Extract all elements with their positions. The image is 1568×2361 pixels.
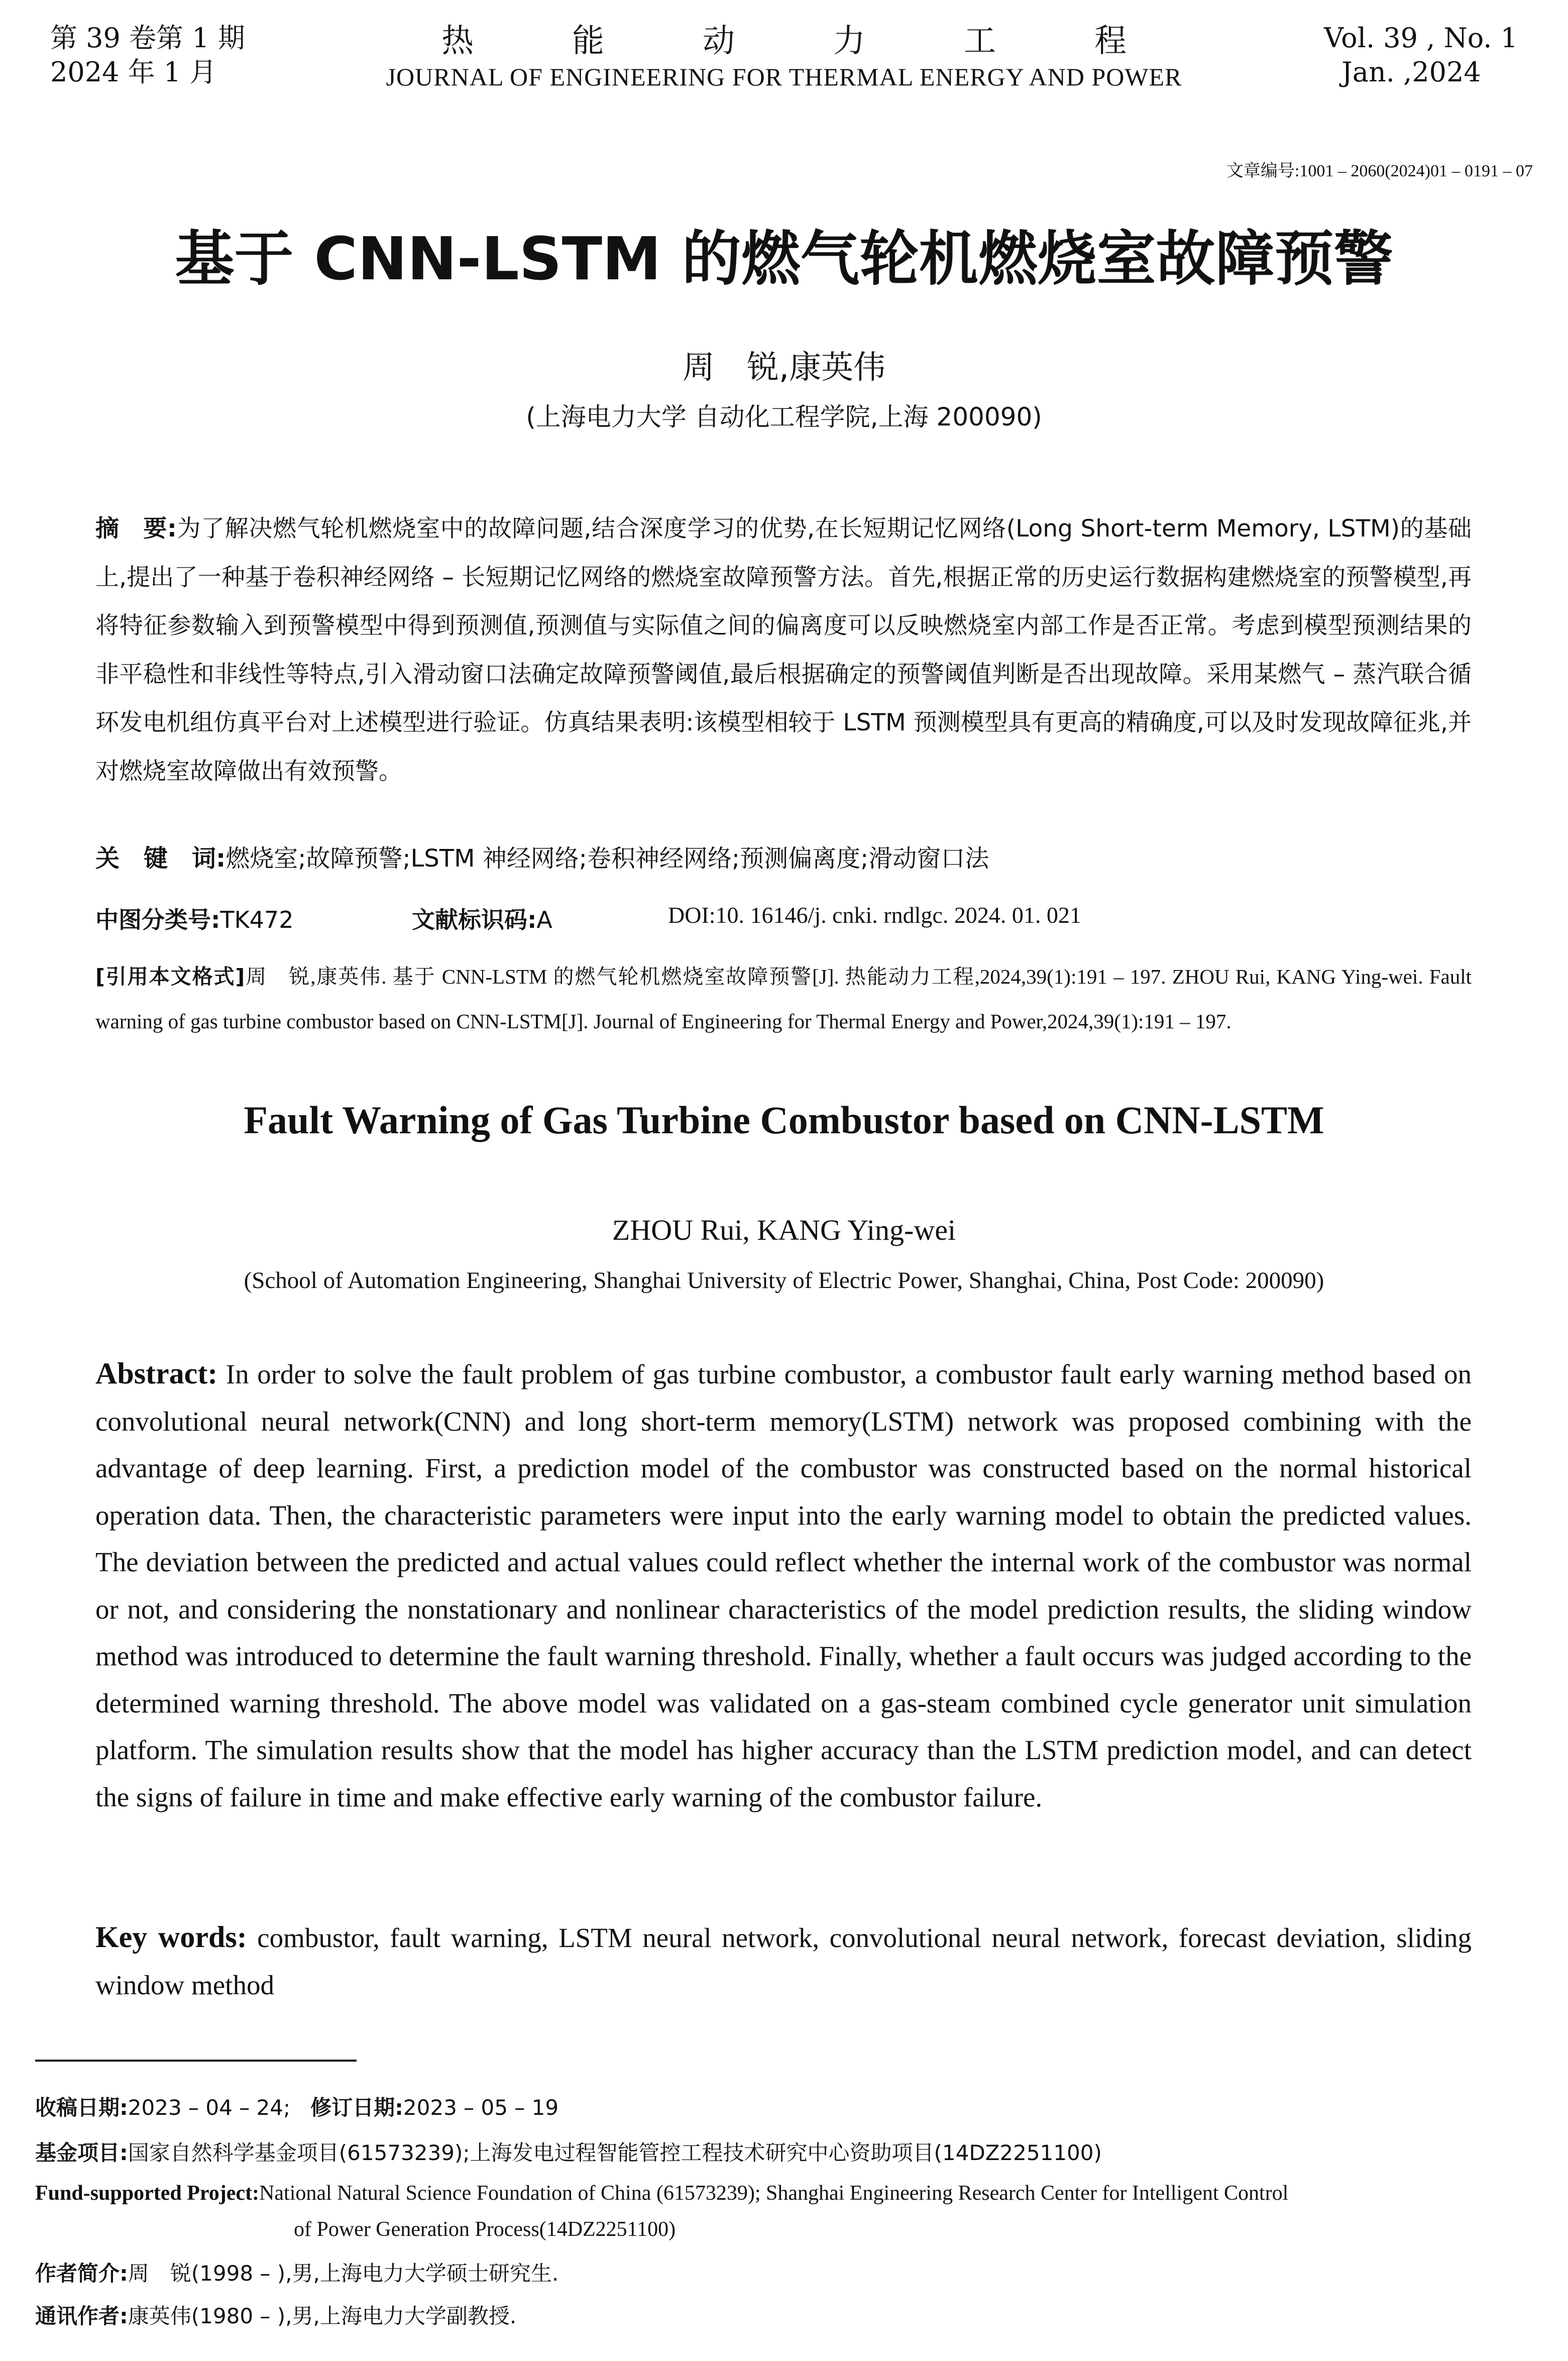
footnote-fund-cn	[35, 2135, 1527, 2171]
received-label: 收稿日期:	[35, 2095, 128, 2120]
keywords-cn-label: 关 键 词:	[95, 844, 226, 873]
author-label: 作者简介:	[35, 2261, 128, 2286]
keywords-cn-text: 燃烧室;故障预警;LSTM 神经网络;卷积神经网络;预测偏离度;滑动窗口法	[226, 844, 989, 873]
title-cn: 基于 CNN-LSTM 的燃气轮机燃烧室故障预警	[175, 224, 1393, 293]
header-date-cn: 2024 年 1 月	[50, 56, 217, 88]
keywords-en-label: Key words:	[95, 1920, 247, 1954]
footnote-corresponding	[35, 2298, 1527, 2334]
abstract-en-text: In order to solve the fault problem of gas turbine combustor, a combustor fault early warning method based on convolutional neural network(CNN) and long short-term memory(LSTM) network was proposed combining with the advantage of deep learning. First, a prediction model of the combustor was constructed based on the normal historical operation data. Then, the characteristic parameters were input into the early warning model to obtain the predicted values. The deviation between the predicted and actual values could reflect whether the internal work of the combustor was normal or not, and considering the nonstationary and nonlinear characteristics of the model prediction results, the sliding window method was introduced to determine the fault warning threshold. Finally, whether a fault occurs was judged according to the determined warning threshold. The above model was validated on a gas-steam combined cycle generator unit simulation platform. The simulation results show that the model has higher accuracy than the LSTM prediction model, and can detect the signs of failure in time and make effective early warning of the combustor failure.	[95, 1359, 1472, 1812]
clc-field	[95, 902, 293, 935]
header-journal-cn: 热能动力工程	[441, 23, 1225, 60]
authors-cn: 周 锐,康英伟	[682, 349, 886, 386]
title-en: Fault Warning of Gas Turbine Combustor based on CNN-LSTM	[244, 1098, 1324, 1142]
affiliation-cn: (上海电力大学 自动化工程学院,上海 200090)	[526, 402, 1042, 432]
doc-code-label: 文献标识码:	[412, 906, 537, 933]
abstract-cn	[95, 505, 1472, 796]
keywords-cn	[95, 839, 989, 874]
header-issue-cn: 第 39 卷第 1 期	[50, 22, 245, 54]
article-number: 文章编号:1001 – 2060(2024)01 – 0191 – 07	[1226, 162, 1533, 180]
authors-en: ZHOU Rui, KANG Ying-wei	[612, 1214, 956, 1246]
keywords-en	[95, 1914, 1472, 2008]
affiliation-en: (School of Automation Engineering, Shanghai University of Electric Power, Shanghai, China, Post Code: 200090)	[244, 1267, 1324, 1294]
revised-label: 修订日期:	[310, 2095, 403, 2120]
fund-en-value-1: National Natural Science Foundation of China (61573239); Shanghai Engineering Research Center for Intelligent Control	[259, 2182, 1289, 2205]
citation-text: 周 锐,康英伟. 基于 CNN-LSTM 的燃气轮机燃烧室故障预警[J]. 热能动力工程,2024,39(1):191 – 197. ZHOU Rui, KANG Ying-wei. Fault warning of gas turbine combustor based on CNN-LSTM[J]. Journal of Engineering for Thermal Energy and Power,2024,39(1):191 – 197.	[95, 965, 1472, 1033]
footnote-author	[35, 2256, 1527, 2292]
author-value: 周 锐(1998 – ),男,上海电力大学硕士研究生.	[128, 2261, 559, 2286]
corr-value: 康英伟(1980 – ),男,上海电力大学副教授.	[128, 2304, 517, 2328]
fund-en-label: Fund-supported Project:	[35, 2182, 260, 2205]
header-journal-en: JOURNAL OF ENGINEERING FOR THERMAL ENERGY AND POWER	[386, 63, 1182, 91]
header-date-en: Jan. ,2024	[1341, 56, 1481, 88]
header-vol-en: Vol. 39 , No. 1	[1324, 22, 1518, 54]
revised-value: 2023 – 05 – 19	[403, 2095, 559, 2120]
doi-label: DOI:	[668, 902, 716, 928]
footnote-divider	[35, 2060, 357, 2062]
doi-field	[668, 902, 1081, 928]
fund-cn-value: 国家自然科学基金项目(61573239);上海发电过程智能管控工程技术研究中心资助项目(14DZ2251100)	[128, 2140, 1102, 2165]
footnote-fund-en	[35, 2175, 1527, 2247]
corr-label: 通讯作者:	[35, 2304, 128, 2328]
keywords-en-text: combustor, fault warning, LSTM neural network, convolutional neural network, forecast deviation, sliding window method	[95, 1922, 1472, 2000]
received-value: 2023 – 04 – 24;	[128, 2095, 291, 2120]
abstract-cn-text: 为了解决燃气轮机燃烧室中的故障问题,结合深度学习的优势,在长短期记忆网络(Long Short-term Memory, LSTM)的基础上,提出了一种基于卷积神经网络 – 长短期记忆网络的燃烧室故障预警方法。首先,根据正常的历史运行数据构建燃烧室的预警模型,再将特征参数输入到预警模型中得到预测值,预测值与实际值之间的偏离度可以反映燃烧室内部工作是否正常。考虑到模型预测结果的非平稳性和非线性等特点,引入滑动窗口法确定故障预警阈值,最后根据确定的预警阈值判断是否出现故障。采用某燃气 – 蒸汽联合循环发电机组仿真平台对上述模型进行验证。仿真结果表明:该模型相较于 LSTM 预测模型具有更高的精确度,可以及时发现故障征兆,并对燃烧室故障做出有效预警。	[95, 515, 1472, 785]
footnote-dates	[35, 2090, 1527, 2126]
clc-value: TK472	[220, 906, 294, 933]
doc-code-field	[412, 902, 552, 935]
citation-label: [引用本文格式]	[95, 964, 245, 989]
clc-label: 中图分类号:	[95, 906, 220, 933]
abstract-cn-label: 摘 要:	[95, 515, 177, 543]
abstract-en	[95, 1350, 1472, 1820]
header-volume-block	[1324, 21, 1518, 89]
doc-code-value: A	[536, 906, 552, 933]
fund-cn-label: 基金项目:	[35, 2140, 128, 2165]
citation	[95, 954, 1472, 1044]
doi-value: 10. 16146/j. cnki. rndlgc. 2024. 01. 021	[715, 902, 1081, 928]
abstract-en-label: Abstract:	[95, 1357, 218, 1390]
fund-en-value-2: of Power Generation Process(14DZ2251100)	[294, 2218, 676, 2241]
